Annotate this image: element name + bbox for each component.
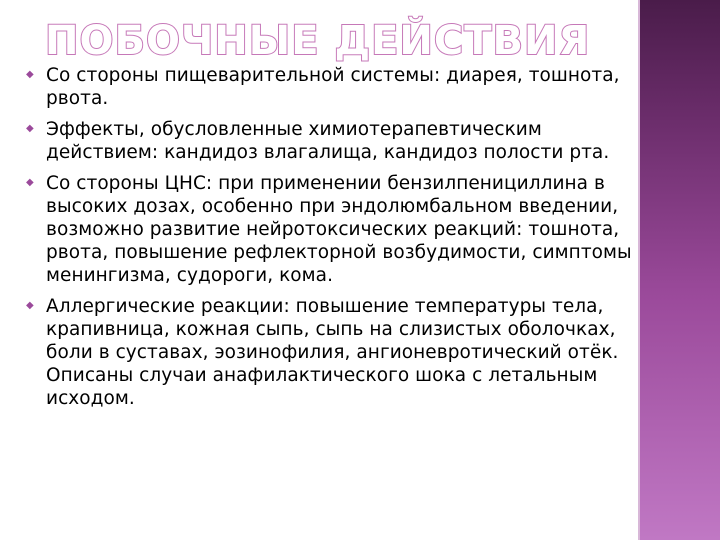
list-item bbox=[24, 118, 636, 164]
small-diamond-icon: ◆ bbox=[26, 177, 34, 188]
small-diamond-icon: ◆ bbox=[26, 69, 34, 80]
title-outline-text bbox=[45, 14, 625, 64]
small-diamond-icon: ◆ bbox=[26, 300, 34, 311]
list-item-text: Эффекты, обусловленные химиотерапевтическим действием: кандидоз влагалища, кандидоз полости рта. bbox=[46, 119, 610, 163]
list-item-text: Аллергические реакции: повышение температуры тела, крапивница, кожная сыпь, сыпь на слизистых оболочках, боли в суставах, эозинофилия, ангионевротический отёк. Описаны случаи анафилактического шока с летальным исходом. bbox=[46, 296, 619, 409]
slide-title bbox=[45, 14, 625, 64]
bullet-list bbox=[24, 64, 636, 418]
decorative-side-bar bbox=[640, 0, 720, 540]
list-item bbox=[24, 172, 636, 287]
title-text: ПОБОЧНЫЕ ДЕЙСТВИЯ bbox=[45, 18, 591, 64]
list-item-text: Со стороны пищеварительной системы: диарея, тошнота, рвота. bbox=[46, 65, 620, 109]
small-diamond-icon: ◆ bbox=[26, 123, 34, 134]
list-item-text: Со стороны ЦНС: при применении бензилпенициллина в высоких дозах, особенно при эндолюмбальном введении, возможно развитие нейротоксических реакций: тошнота, рвота, повышение рефлекторной возбудимости, симптомы менингизма, судороги, кома. bbox=[46, 173, 632, 286]
list-item bbox=[24, 64, 636, 110]
list-item bbox=[24, 295, 636, 410]
